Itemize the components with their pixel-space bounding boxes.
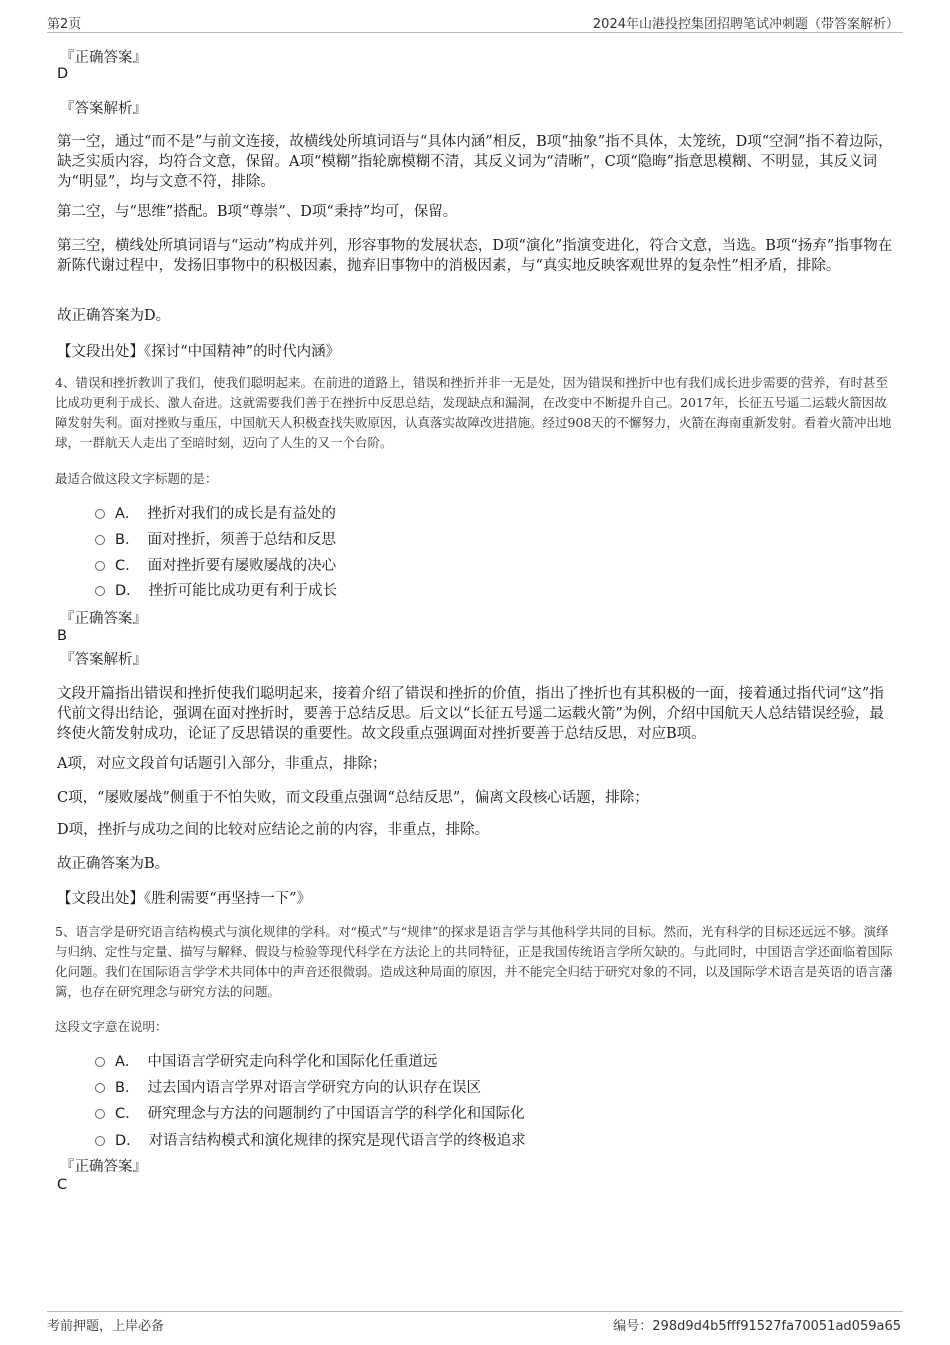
page-footer (47, 1311, 903, 1338)
q4-source: 【文段出处】《胜利需要“再坚持一下”》 (57, 891, 312, 907)
q5-option-b[interactable]: B． 过去国内语言学界对语言学研究方向的认识存在误区 (95, 1078, 481, 1098)
q4-option-c[interactable]: C． 面对挫折要有屡败屡战的决心 (95, 556, 336, 576)
q4-option-d[interactable]: D． 挫折可能比成功更有利于成长 (95, 581, 337, 601)
q4-analysis-paragraph: C项，“屡败屡战”侧重于不怕失败，而文段重点强调“总结反思”，偏离文段核心话题，排除； (57, 790, 649, 806)
q4-analysis-paragraph: A项，对应文段首句话题引入部分，非重点，排除； (57, 756, 387, 772)
document-serial: 编号：298d9d4b5fff91527fa70051ad059a65 (613, 1319, 901, 1334)
page-header (47, 10, 903, 33)
q5-option-c[interactable]: C． 研究理念与方法的问题制约了中国语言学的科学化和国际化 (95, 1104, 525, 1124)
q4-option-a[interactable]: A． 挫折对我们的成长是有益处的 (95, 504, 336, 524)
q5-answer-label: 『正确答案』 (60, 1159, 147, 1175)
q5-option-d[interactable]: D． 对语言结构模式和演化规律的探究是现代语言学的终极追求 (95, 1131, 526, 1151)
q3-analysis-paragraph: 第一空，通过“而不是”与前文连接，故横线处所填词语与“具体内涵”相反，B项“抽象”指不具体，太笼统，D项“空洞”指不着边际，缺乏实质内容，均符合文意，保留。A项“模糊”指轮廓模糊不清，其反义词为“清晰”，C项“隐晦”指意思模糊、不明显，其反义词为“明显”，均与文意不符，排除。 (57, 134, 893, 190)
page-number: 第2页 (47, 17, 82, 32)
q5-option-a[interactable]: A． 中国语言学研究走向科学化和国际化任重道远 (95, 1052, 437, 1072)
radio-icon[interactable] (95, 535, 105, 545)
q4-analysis-paragraph: D项，挫折与成功之间的比较对应结论之前的内容，非重点，排除。 (57, 822, 490, 838)
q5-prompt: 这段文字意在说明： (55, 1019, 168, 1034)
document-title: 2024年山港投控集团招聘笔试冲刺题（带答案解析） (592, 17, 899, 32)
q4-option-b[interactable]: B． 面对挫折，须善于总结和反思 (95, 530, 336, 550)
q5-answer: C (57, 1177, 68, 1193)
radio-icon[interactable] (95, 1136, 105, 1146)
radio-icon[interactable] (95, 586, 105, 596)
radio-icon[interactable] (95, 561, 105, 571)
q3-analysis-paragraph: 第三空，横线处所填词语与“运动”构成并列，形容事物的发展状态，D项“演化”指演变进化，符合文意，当选。B项“扬弃”指事物在新陈代谢过程中，发扬旧事物中的积极因素，抛弃旧事物中的消极因素，与“真实地反映客观世界的复杂性”相矛盾，排除。 (57, 238, 893, 274)
q3-analysis-label: 『答案解析』 (60, 101, 147, 117)
q4-prompt: 最适合做这段文字标题的是： (55, 471, 218, 486)
q4-analysis-paragraph: 文段开篇指出错误和挫折使我们聪明起来，接着介绍了错误和挫折的价值，指出了挫折也有其积极的一面，接着通过指代词“这”指代前文得出结论，强调在面对挫折时，要善于总结反思。后文以“长征五号遥二运载火箭”为例，介绍中国航天人总结错误经验，最终使火箭发射成功，论证了反思错误的重要性。故文段重点强调面对挫折要善于总结反思，对应B项。 (57, 686, 884, 742)
q4-answer: B (57, 628, 67, 644)
q4-analysis-label: 『答案解析』 (60, 652, 147, 668)
q3-conclusion: 故正确答案为D。 (57, 308, 171, 324)
q3-answer-label: 『正确答案』 (60, 50, 147, 66)
radio-icon[interactable] (95, 1057, 105, 1067)
q4-question-text: 4、错误和挫折教训了我们，使我们聪明起来。在前进的道路上，错误和挫折并非一无是处，因为错误和挫折中也有我们成长进步需要的营养，有时甚至比成功更利于成长、激人奋进。这就需要我们善于在挫折中反思总结，发现缺点和漏洞，在改变中不断提升自己。2017年，长征五号遥二运载火箭因故障发射失利。面对挫败与重压，中国航天人积极查找失败原因，认真落实故障改进措施。经过908天的不懈努力，火箭在海南重新发射。看着火箭冲出地球，一群航天人走出了至暗时刻，迈向了人生的又一个台阶。 (55, 375, 892, 450)
q4-answer-label: 『正确答案』 (60, 611, 147, 627)
q5-question-text: 5、语言学是研究语言结构模式与演化规律的学科。对“模式”与“规律”的探求是语言学与其他科学共同的目标。然而，光有科学的目标还远远不够。演绎与归纳、定性与定量、描写与解释、假设与检验等现代科学在方法论上的共同特征，正是我国传统语言学所欠缺的。与此同时，中国语言学还面临着国际化问题。我们在国际语言学学术共同体中的声音还很微弱。造成这种局面的原因，并不能完全归结于研究对象的不同，以及国际学术语言是英语的语言藩篱，也存在研究理念与研究方法的问题。 (55, 924, 893, 999)
q3-source: 【文段出处】《探讨“中国精神”的时代内涵》 (57, 344, 341, 360)
q3-answer: D (57, 66, 69, 82)
q4-conclusion: 故正确答案为B。 (57, 856, 170, 872)
footer-slogan: 考前押题，上岸必备 (47, 1319, 165, 1334)
radio-icon[interactable] (95, 509, 105, 519)
q3-analysis-paragraph: 第二空，与“思维”搭配。B项“尊崇”、D项“秉持”均可，保留。 (57, 204, 458, 220)
radio-icon[interactable] (95, 1083, 105, 1093)
radio-icon[interactable] (95, 1109, 105, 1119)
